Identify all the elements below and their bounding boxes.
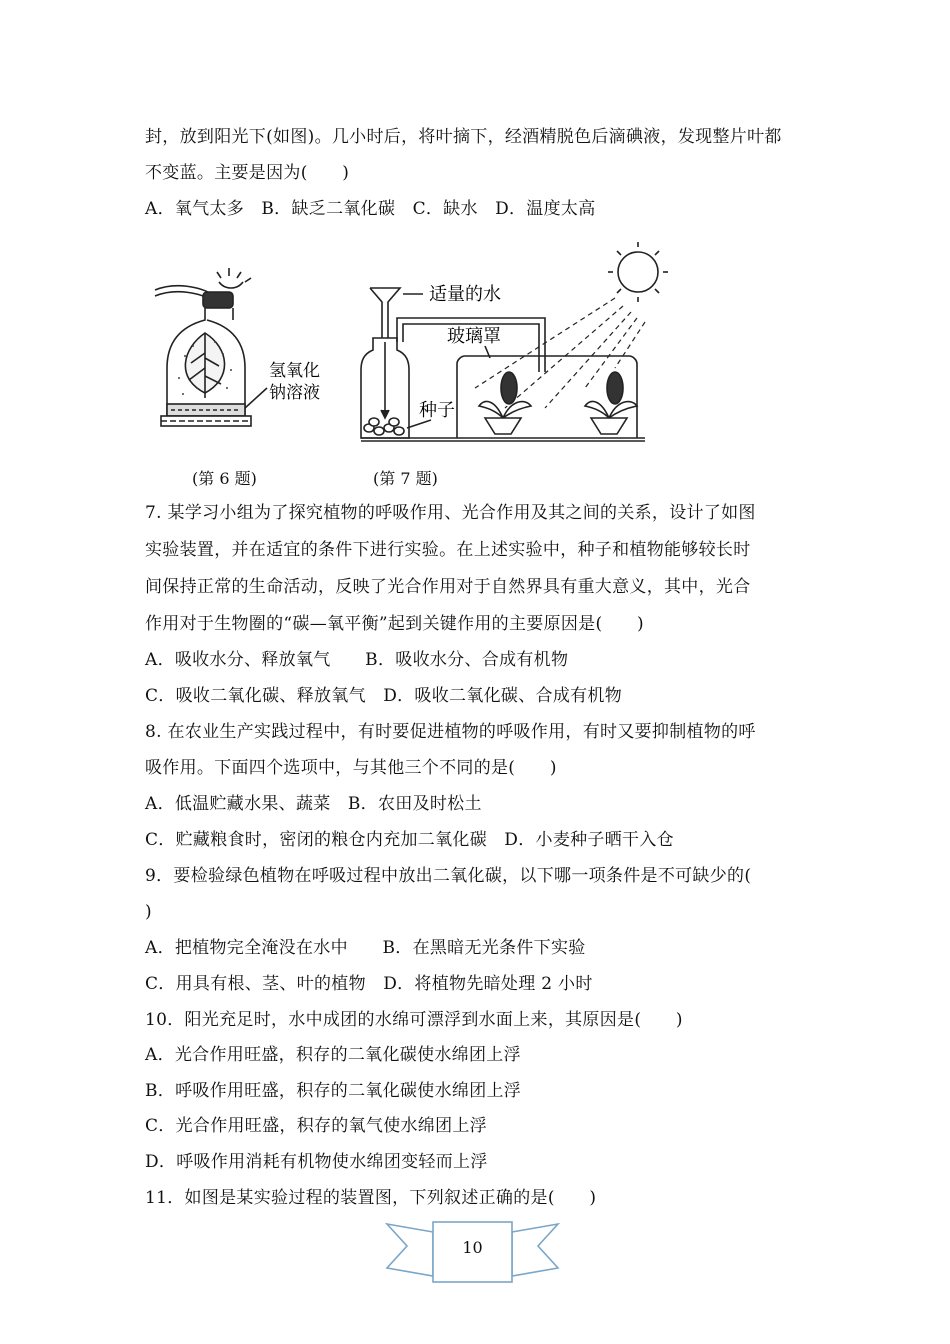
text-line: 吸作用。下面四个选项中，与其他三个不同的是( ) (145, 758, 557, 778)
experiment-figures (145, 238, 705, 448)
text-line: 8. 在农业生产实践过程中，有时要促进植物的呼吸作用，有时又要抑制植物的呼 (145, 722, 756, 742)
text-line: ) (145, 902, 152, 922)
figure-caption: (第 6 题) (192, 469, 257, 488)
text-line: C．光合作用旺盛，积存的氧气使水绵团上浮 (145, 1116, 488, 1136)
text-line: 间保持正常的生命活动，反映了光合作用对于自然界具有重大意义，其中，光合 (145, 577, 751, 597)
text-line: C．吸收二氧化碳、释放氧气 D．吸收二氧化碳、合成有机物 (145, 686, 623, 706)
text-line: 作用对于生物圈的“碳—氧平衡”起到关键作用的主要原因是( ) (145, 614, 644, 634)
text-line: 不变蓝。主要是因为( ) (145, 163, 350, 183)
fig7-apparatus (361, 242, 668, 441)
text-line: C．用具有根、茎、叶的植物 D．将植物先暗处理 2 小时 (145, 974, 593, 994)
fig7-label-water: 适量的水 (429, 284, 501, 304)
fig6-label: 氢氧化 (269, 361, 320, 380)
text-line: A．低温贮藏水果、蔬菜 B．农田及时松土 (145, 794, 482, 814)
figures (145, 238, 705, 448)
text-line: A．吸收水分、释放氧气 B．吸收水分、合成有机物 (145, 650, 569, 670)
text-line: 实验装置，并在适宜的条件下进行实验。在上述实验中，种子和植物能够较长时 (145, 540, 751, 560)
figure-caption: (第 7 题) (373, 469, 438, 488)
text-line: 7. 某学习小组为了探究植物的呼吸作用、光合作用及其之间的关系，设计了如图 (145, 503, 756, 523)
text-line: 11．如图是某实验过程的装置图，下列叙述正确的是( ) (145, 1188, 597, 1208)
text-line: A．氧气太多 B．缺乏二氧化碳 C．缺水 D．温度太高 (145, 199, 596, 219)
text-line: 封，放到阳光下(如图)。几小时后，将叶摘下，经酒精脱色后滴碘液，发现整片叶都 (145, 127, 782, 147)
fig7-label-glass: 玻璃罩 (447, 326, 501, 346)
fig6-apparatus (155, 268, 267, 426)
text-line: 10．阳光充足时，水中成团的水绵可漂浮到水面上来，其原因是( ) (145, 1010, 683, 1030)
text-line: D．呼吸作用消耗有机物使水绵团变轻而上浮 (145, 1152, 488, 1172)
fig7-label-seeds: 种子 (419, 400, 455, 420)
page-footer (385, 1218, 560, 1286)
page-number: 10 (462, 1238, 483, 1257)
fig6-label: 钠溶液 (269, 383, 320, 402)
text-line: A．把植物完全淹没在水中 B．在黑暗无光条件下实验 (145, 938, 586, 958)
text-line: B．呼吸作用旺盛，积存的二氧化碳使水绵团上浮 (145, 1081, 522, 1101)
text-line: A．光合作用旺盛，积存的二氧化碳使水绵团上浮 (145, 1045, 521, 1065)
text-line: C．贮藏粮食时，密闭的粮仓内充加二氧化碳 D．小麦种子晒干入仓 (145, 830, 674, 850)
text-line: 9．要检验绿色植物在呼吸过程中放出二氧化碳，以下哪一项条件是不可缺少的( (145, 866, 752, 886)
